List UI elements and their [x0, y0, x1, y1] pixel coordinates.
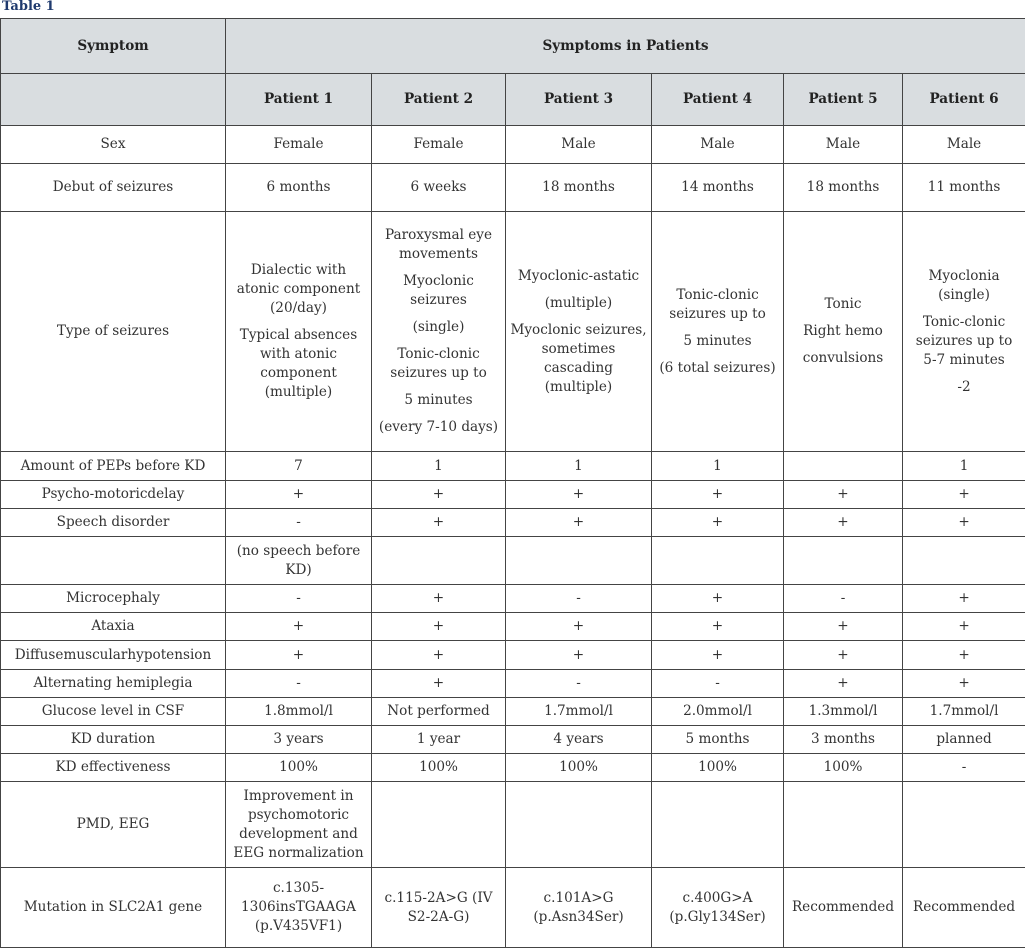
table-cell [372, 726, 506, 754]
table-cell [903, 613, 1025, 641]
table-cell [784, 481, 903, 509]
table-cell [506, 212, 652, 452]
table-cell [784, 698, 903, 726]
cell-text: 1.3mmol/l [808, 703, 878, 719]
patient-column-header: Patient 6 [903, 74, 1025, 126]
cell-text: + [711, 646, 724, 663]
table-cell [226, 868, 372, 948]
cell-text: 6 months [266, 179, 331, 195]
cell-text: + [837, 514, 849, 530]
cell-text: 100% [279, 759, 318, 775]
patient-column-header: Patient 1 [226, 74, 372, 126]
cell-text: planned [936, 731, 992, 747]
cell-text: Paroxysmal eye movements [384, 227, 493, 262]
table-cell [506, 670, 652, 698]
cell-text: Tonic [824, 296, 862, 312]
cell-text: Improvement in psychomotoric development and EEG normalization [233, 787, 364, 861]
table-row [1, 698, 1025, 726]
cell-text: + [958, 590, 970, 606]
cell-text: 2.0mmol/l [683, 703, 752, 719]
table-cell [506, 726, 652, 754]
cell-text: - [576, 675, 581, 691]
cell-text: Dialectic with atonic component (20/day) [236, 262, 361, 316]
table-cell [226, 164, 372, 212]
cell-text: + [432, 646, 445, 663]
symptom-label-cell: Mutation in SLC2A1 gene [1, 868, 226, 948]
table-cell [506, 754, 652, 782]
cell-text: + [958, 618, 970, 634]
table-cell [784, 537, 903, 585]
cell-text: - [296, 675, 301, 691]
cell-text: Male [825, 136, 861, 152]
cell-text: Myoclonic seizures [403, 273, 474, 308]
symptom-label-cell: KD duration [1, 726, 226, 754]
cell-text: 100% [698, 759, 737, 775]
symptom-label-cell: Diffusemuscularhypotension [1, 641, 226, 670]
table-cell [226, 754, 372, 782]
table-cell [652, 481, 784, 509]
table-cell [652, 613, 784, 641]
cell-text: 3 years [273, 731, 324, 747]
table-cell [652, 726, 784, 754]
cell-text: c.400G>A (p.Gly134Ser) [669, 889, 766, 925]
table-cell [784, 754, 903, 782]
symptom-label-cell: PMD, EEG [1, 782, 226, 868]
table-cell [506, 585, 652, 613]
table-row [1, 613, 1025, 641]
table-cell [506, 782, 652, 868]
table-row [1, 509, 1025, 537]
table-cell [903, 670, 1025, 698]
table-cell [226, 782, 372, 868]
cell-text: Recommended [791, 899, 895, 915]
table-cell [506, 868, 652, 948]
cell-text: -2 [957, 378, 971, 395]
symptom-label-cell: Alternating hemiplegia [1, 670, 226, 698]
table-cell [226, 613, 372, 641]
table-cell [372, 452, 506, 481]
table-cell [784, 452, 903, 481]
patient-column-header: Patient 4 [652, 74, 784, 126]
cell-text: Not performed [387, 703, 490, 719]
cell-text: + [572, 514, 585, 530]
table-cell [372, 509, 506, 537]
cell-text: 11 months [927, 179, 1001, 195]
cell-text: 4 years [553, 731, 604, 747]
cell-text: (no speech before KD) [236, 542, 361, 578]
cell-text: 1 year [416, 731, 461, 747]
cell-text: 18 months [806, 179, 880, 195]
table-cell [784, 868, 903, 948]
table-cell [903, 698, 1025, 726]
cell-text: 18 months [542, 179, 615, 195]
table-cell [903, 509, 1025, 537]
table-cell [652, 126, 784, 164]
cell-text: (every 7-10 days) [378, 419, 499, 435]
table-cell [372, 670, 506, 698]
cell-text: 6 weeks [410, 179, 467, 195]
cell-text: Myoclonic seizures, sometimes cascading (multiple) [510, 321, 647, 395]
cell-text: Tonic-clonic seizures up to [390, 346, 487, 381]
table-cell [652, 509, 784, 537]
patient-column-header: Patient 5 [784, 74, 903, 126]
cell-text: 5 minutes [683, 332, 752, 349]
table-row [1, 537, 1025, 585]
table-cell [226, 585, 372, 613]
table-cell [372, 481, 506, 509]
symptom-label-cell: Ataxia [1, 613, 226, 641]
symptom-label-cell: Speech disorder [1, 509, 226, 537]
table-row [1, 164, 1025, 212]
cell-text: + [711, 486, 724, 502]
cell-text: (multiple) [544, 294, 613, 311]
table-cell [372, 641, 506, 670]
table-caption: Table 1 [2, 0, 55, 14]
table-cell [372, 613, 506, 641]
table-cell [784, 613, 903, 641]
table-row [1, 754, 1025, 782]
cell-text: 5 months [685, 731, 750, 747]
table-cell [506, 452, 652, 481]
cell-text: - [715, 675, 720, 691]
table-cell [226, 537, 372, 585]
table-cell [903, 212, 1025, 452]
cell-text: - [296, 514, 301, 530]
table-cell [226, 509, 372, 537]
table-cell [652, 164, 784, 212]
cell-text: + [958, 486, 970, 502]
table-cell [372, 868, 506, 948]
cell-text: Male [561, 136, 596, 152]
table-row [1, 641, 1025, 670]
table-cell [226, 212, 372, 452]
table-cell [652, 537, 784, 585]
table-cell [903, 585, 1025, 613]
table-row [1, 782, 1025, 868]
table-cell [652, 754, 784, 782]
cell-text: Typical absences with atonic component (multiple) [239, 327, 358, 400]
table-row [1, 585, 1025, 613]
symptom-label-cell [1, 537, 226, 585]
cell-text: 1 [713, 457, 722, 474]
cell-text: + [958, 675, 970, 691]
cell-text: + [292, 618, 305, 634]
table-cell [903, 782, 1025, 868]
table-cell [903, 481, 1025, 509]
table-cell [226, 698, 372, 726]
table-cell [903, 868, 1025, 948]
table-cell [784, 641, 903, 670]
table-cell [226, 726, 372, 754]
cell-text: Female [413, 136, 464, 152]
cell-text: 14 months [681, 179, 754, 195]
cell-text: + [837, 486, 849, 502]
table-cell [903, 641, 1025, 670]
cell-text: convulsions [802, 350, 884, 366]
table-cell [506, 698, 652, 726]
table-cell [652, 698, 784, 726]
table-cell [784, 509, 903, 537]
cell-text: 7 [294, 457, 303, 474]
patient-column-header: Patient 2 [372, 74, 506, 126]
patients-group-header: Symptoms in Patients [226, 19, 1025, 74]
cell-text: c.115-2A>G (IV S2-2A-G) [384, 889, 493, 925]
symptom-label-cell: Psycho-motoricdelay [1, 481, 226, 509]
cell-text: Male [700, 136, 735, 152]
table-cell [372, 212, 506, 452]
cell-text: 1.8mmol/l [264, 703, 333, 719]
table-cell [652, 212, 784, 452]
cell-text: + [432, 618, 445, 634]
cell-text: 1.7mmol/l [929, 703, 999, 719]
table-cell [903, 537, 1025, 585]
table-cell [784, 212, 903, 452]
cell-text: + [711, 514, 724, 530]
cell-text: c.101A>G (p.Asn34Ser) [533, 889, 624, 925]
table-cell [372, 698, 506, 726]
table-cell [652, 452, 784, 481]
table-row [1, 726, 1025, 754]
table-cell [226, 126, 372, 164]
cell-text: + [837, 646, 849, 663]
table-cell [372, 782, 506, 868]
cell-text: 100% [823, 759, 863, 775]
table-cell [652, 868, 784, 948]
symptom-label-cell: Microcephaly [1, 585, 226, 613]
cell-text: + [572, 646, 585, 663]
table-cell [226, 452, 372, 481]
cell-text: + [292, 646, 305, 663]
cell-text: c.1305-1306insTGAAGA (p.V435VF1) [241, 880, 356, 934]
cell-text: - [840, 590, 846, 606]
symptom-label-cell: Type of seizures [1, 212, 226, 452]
table-cell [903, 726, 1025, 754]
cell-text: + [711, 590, 724, 606]
table-cell [506, 641, 652, 670]
table-cell [784, 164, 903, 212]
cell-text: Myoclonic-astatic [517, 267, 640, 284]
patient-column-header: Patient 3 [506, 74, 652, 126]
table-cell [372, 754, 506, 782]
table-cell [226, 481, 372, 509]
table-cell [372, 164, 506, 212]
cell-text: 1 [434, 457, 443, 474]
table-cell [506, 126, 652, 164]
symptom-label-cell: Amount of PEPs before KD [1, 452, 226, 481]
cell-text: 3 months [811, 731, 875, 747]
table-header [1, 19, 1025, 126]
cell-text: + [572, 618, 585, 634]
table-cell [784, 585, 903, 613]
table-row [1, 868, 1025, 948]
cell-text: Myoclonia (single) [928, 267, 1000, 303]
table-cell [506, 537, 652, 585]
cell-text: Tonic-clonic seizures up to [669, 286, 766, 322]
table-row [1, 126, 1025, 164]
symptom-label-cell: Glucose level in CSF [1, 698, 226, 726]
table-row [1, 212, 1025, 452]
symptom-label-cell: KD effectiveness [1, 754, 226, 782]
table-cell [506, 481, 652, 509]
table-cell [506, 613, 652, 641]
table-cell [226, 670, 372, 698]
cell-text: + [432, 675, 445, 691]
cell-text: Tonic-clonic seizures up to 5-7 minutes [915, 313, 1013, 368]
table-cell [652, 641, 784, 670]
cell-text: + [958, 514, 970, 530]
table-row [1, 481, 1025, 509]
cell-text: 100% [559, 759, 598, 775]
cell-text: 1.7mmol/l [544, 703, 613, 719]
table-cell [652, 782, 784, 868]
table-cell [506, 164, 652, 212]
table-cell [652, 670, 784, 698]
cell-text: Female [273, 136, 324, 152]
table-body [1, 126, 1025, 948]
cell-text: + [432, 514, 445, 530]
cell-text: + [958, 646, 970, 663]
cell-text: + [292, 486, 305, 502]
table-cell [372, 585, 506, 613]
symptom-label-cell: Sex [1, 126, 226, 164]
table-row [1, 670, 1025, 698]
cell-text: 1 [574, 457, 583, 474]
cell-text: (6 total seizures) [659, 359, 776, 376]
table-cell [372, 537, 506, 585]
table-cell [372, 126, 506, 164]
cell-text: 100% [419, 759, 458, 775]
empty-header-cell [1, 74, 226, 126]
cell-text: 1 [959, 457, 969, 474]
table-cell [652, 585, 784, 613]
cell-text: + [711, 618, 724, 634]
table-cell [226, 641, 372, 670]
table-cell [903, 754, 1025, 782]
cell-text: + [572, 486, 585, 502]
table-cell [784, 782, 903, 868]
cell-text: + [432, 486, 445, 502]
cell-text: + [432, 590, 445, 606]
cell-text: Right hemo [803, 323, 883, 339]
symptom-column-header: Symptom [1, 19, 226, 74]
table-cell [784, 126, 903, 164]
table-cell [506, 509, 652, 537]
cell-text: - [576, 590, 581, 606]
cell-text: + [837, 618, 849, 634]
table-cell [903, 164, 1025, 212]
symptom-label-cell: Debut of seizures [1, 164, 226, 212]
table-row [1, 452, 1025, 481]
cell-text: - [961, 759, 967, 775]
cell-text: Male [946, 136, 982, 152]
cell-text: - [296, 590, 301, 606]
cell-text: + [837, 675, 849, 691]
table-cell [784, 726, 903, 754]
cell-text: 5 minutes [404, 392, 473, 408]
cell-text: (single) [412, 319, 465, 335]
table-cell [903, 126, 1025, 164]
table-cell [903, 452, 1025, 481]
table-cell [784, 670, 903, 698]
symptoms-table [0, 18, 1025, 948]
cell-text: Recommended [912, 899, 1016, 915]
